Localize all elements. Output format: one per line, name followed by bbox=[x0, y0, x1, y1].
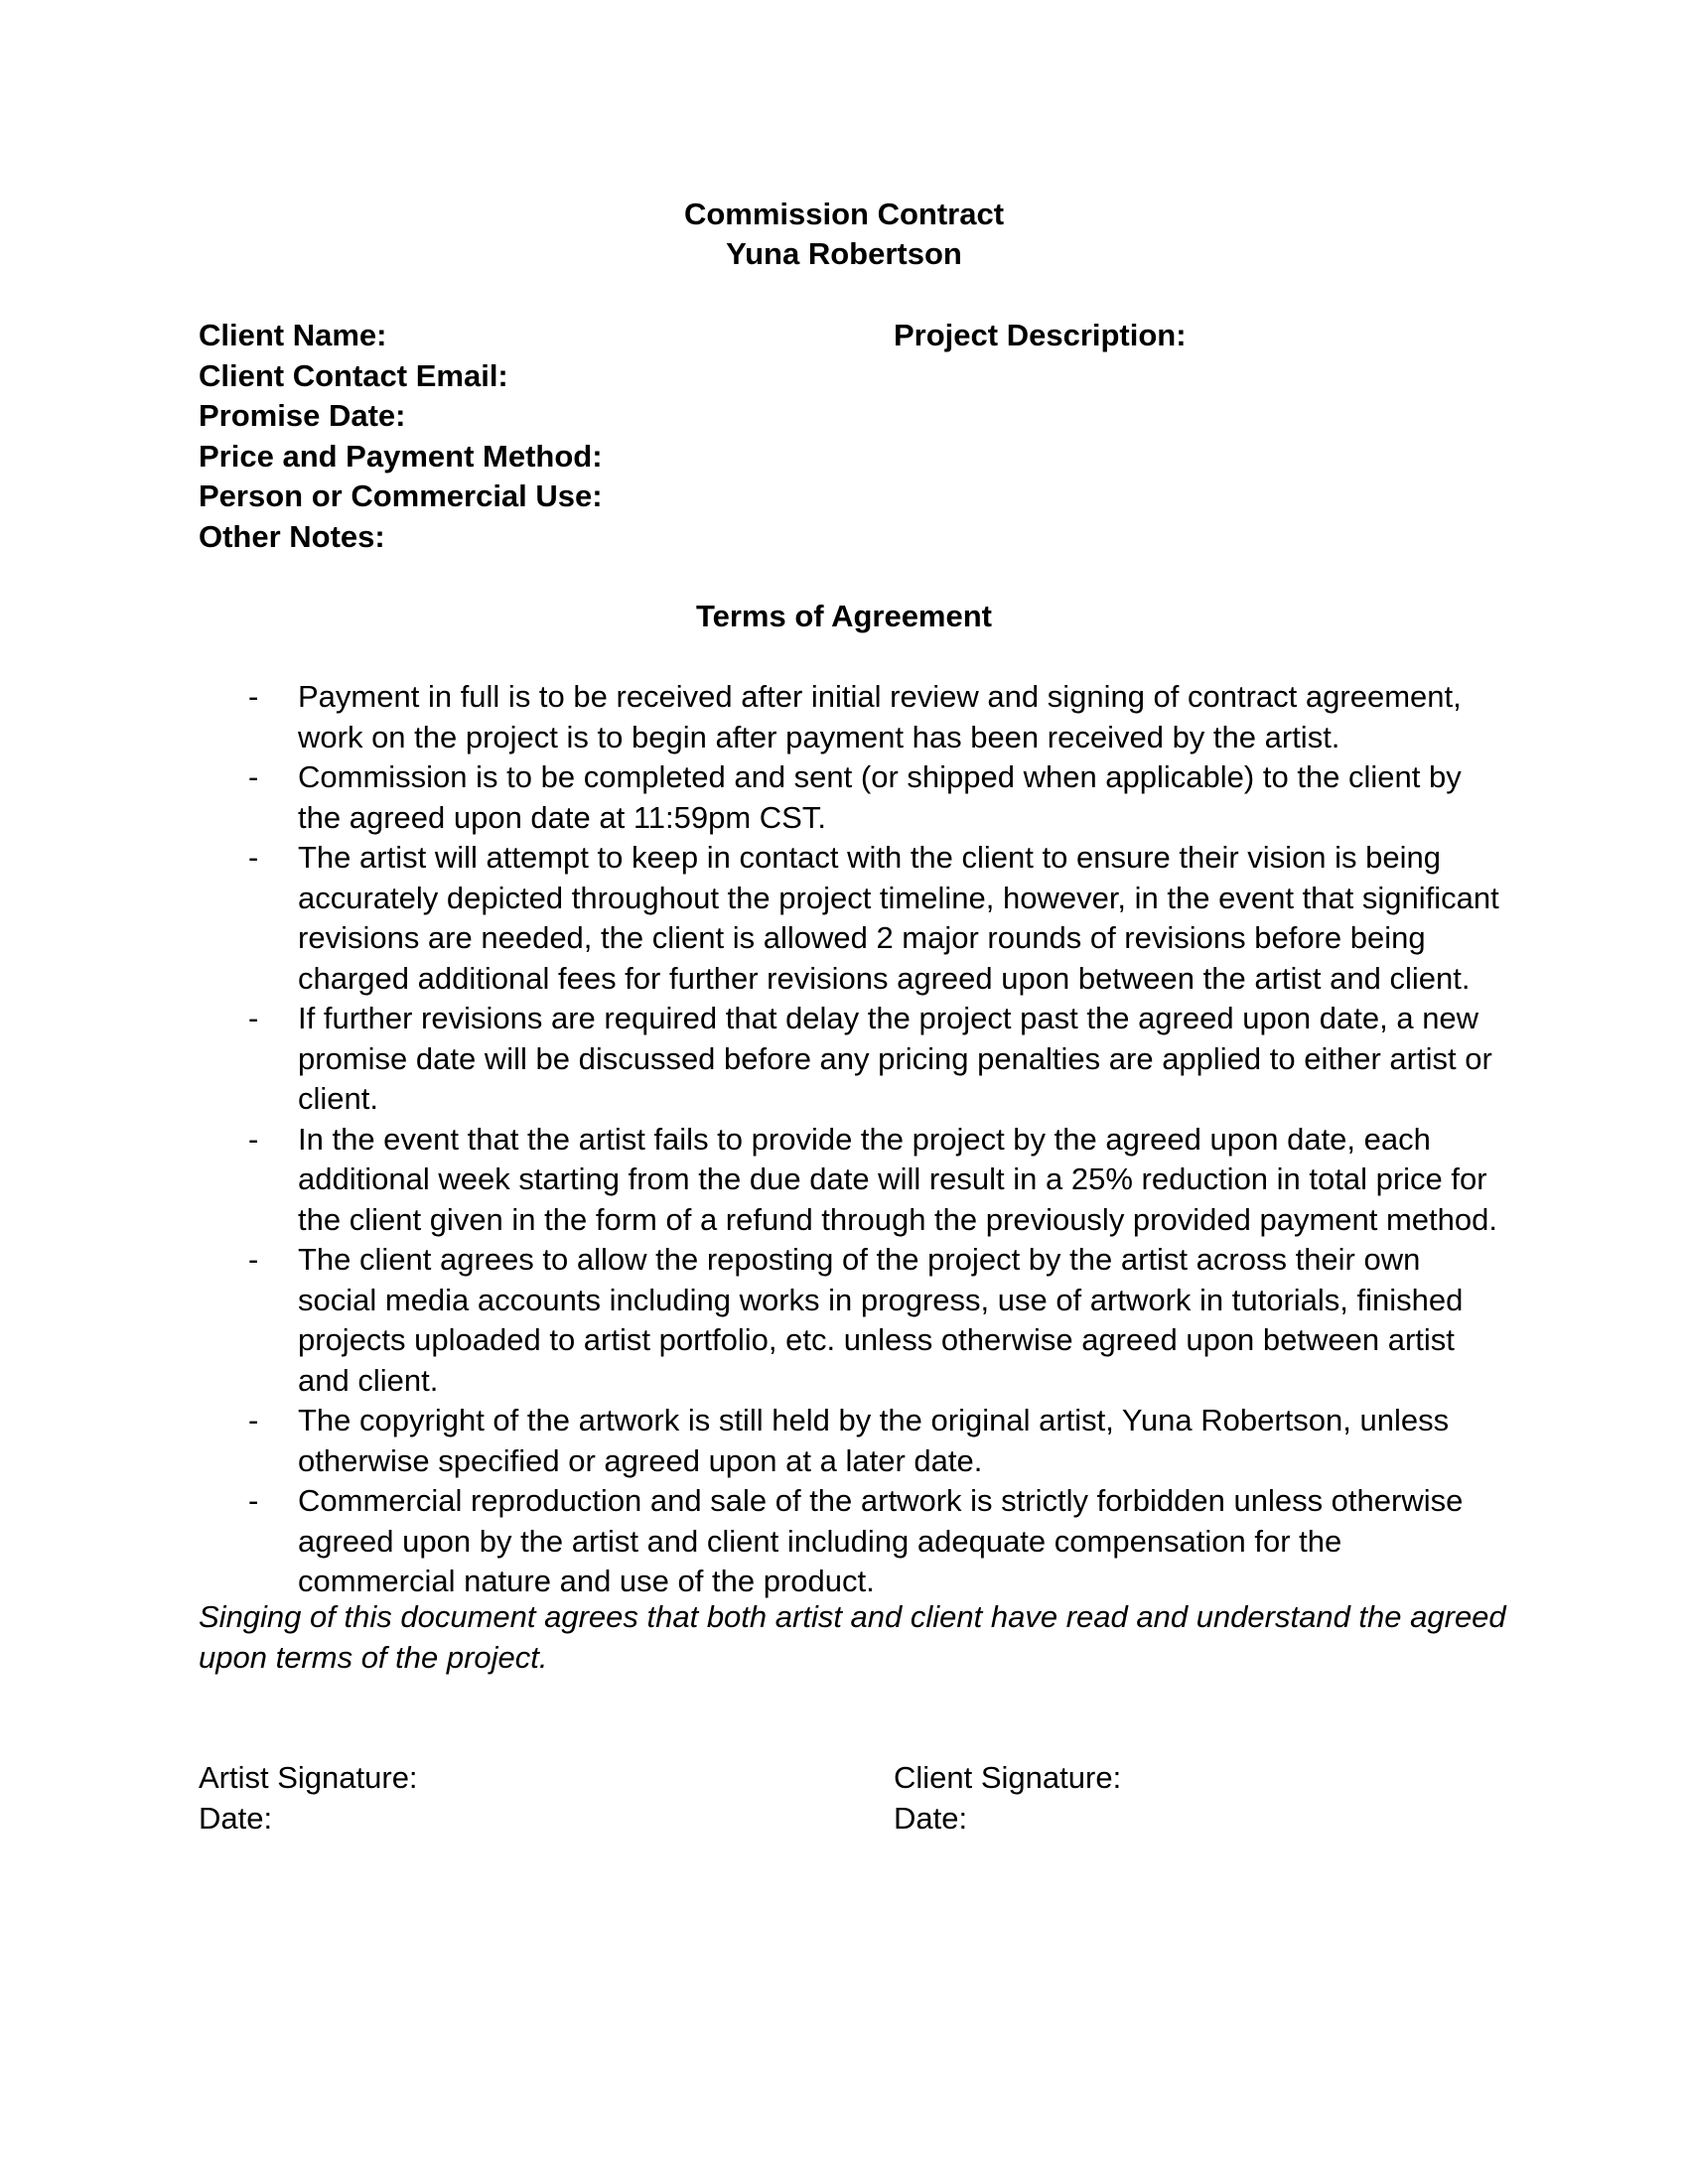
term-text: Commercial reproduction and sale of the artwork is strictly forbidden unless otherwise agreed upon by the artist and client including adequate compensation for the commercial nature and use of the product. bbox=[298, 1483, 1464, 1598]
artist-name: Yuna Robertson bbox=[726, 236, 962, 271]
artist-signature-label: Artist Signature: bbox=[199, 1760, 418, 1795]
terms-list bbox=[199, 677, 1499, 1602]
bullet-dash: - bbox=[248, 1121, 259, 1157]
bullet-dash: - bbox=[248, 1403, 259, 1437]
client-fields bbox=[199, 316, 603, 557]
bullet-dash: - bbox=[248, 1242, 259, 1277]
promise-date-label: Promise Date: bbox=[199, 398, 406, 433]
bullet-dash: - bbox=[248, 679, 259, 714]
term-item bbox=[199, 1240, 1499, 1401]
client-email-label: Client Contact Email: bbox=[199, 357, 508, 393]
term-item bbox=[199, 757, 1499, 838]
document-header bbox=[0, 195, 1688, 274]
bullet-dash: - bbox=[248, 1001, 259, 1035]
terms-heading: Terms of Agreement bbox=[695, 599, 992, 633]
term-item bbox=[199, 677, 1499, 757]
client-name-label: Client Name: bbox=[199, 318, 387, 352]
artist-signature-block bbox=[199, 1757, 418, 1839]
term-text: If further revisions are required that delay the project past the agreed upon date, a new promise date will be discussed before any pricing penalties are applied to either artist or client. bbox=[298, 1001, 1492, 1116]
term-text: The client agrees to allow the reposting of the project by the artist across their own social media accounts including works in progress, use of artwork in tutorials, finished projects uploaded to artist portfolio, etc. unless otherwise agreed upon between artist and client. bbox=[298, 1242, 1464, 1398]
term-item bbox=[199, 1120, 1499, 1241]
artist-date-label: Date: bbox=[199, 1801, 273, 1836]
bullet-dash: - bbox=[248, 759, 259, 794]
project-description-label: Project Description: bbox=[894, 318, 1187, 352]
client-date-label: Date: bbox=[894, 1801, 968, 1836]
agreement-note: Singing of this document agrees that both artist and client have read and understand the agreed upon terms of the project. bbox=[199, 1599, 1506, 1675]
term-text: Payment in full is to be received after initial review and signing of contract agreement, work on the project is to begin after payment has been received by the artist. bbox=[298, 679, 1462, 754]
term-item bbox=[199, 1481, 1499, 1602]
other-notes-label: Other Notes: bbox=[199, 518, 385, 554]
bullet-dash: - bbox=[248, 1483, 259, 1518]
document-title: Commission Contract bbox=[683, 197, 1005, 231]
term-text: The copyright of the artwork is still held by the original artist, Yuna Robertson, unless otherwise specified or agreed upon at a later date. bbox=[298, 1403, 1450, 1478]
term-text: In the event that the artist fails to provide the project by the agreed upon date, each additional week starting from the due date will result in a 25% reduction in total price for the client given in the form of a refund through the previously provided payment method. bbox=[298, 1121, 1497, 1237]
term-item bbox=[199, 1401, 1499, 1481]
client-signature-block bbox=[894, 1757, 1121, 1839]
term-item bbox=[199, 999, 1499, 1120]
client-signature-label: Client Signature: bbox=[894, 1760, 1122, 1795]
term-text: Commission is to be completed and sent (or shipped when applicable) to the client by the agreed upon date at 11:59pm CST. bbox=[298, 759, 1462, 835]
term-text: The artist will attempt to keep in contact with the client to ensure their vision is being accurately depicted throughout the project timeline, however, in the event that significant revisions are needed, the client is allowed 2 major rounds of revisions before being charged additional fees for further revisions agreed upon between the artist and client. bbox=[298, 840, 1499, 996]
price-payment-label: Price and Payment Method: bbox=[199, 438, 603, 474]
bullet-dash: - bbox=[248, 840, 259, 875]
term-item bbox=[199, 838, 1499, 999]
use-type-label: Person or Commercial Use: bbox=[199, 478, 603, 513]
